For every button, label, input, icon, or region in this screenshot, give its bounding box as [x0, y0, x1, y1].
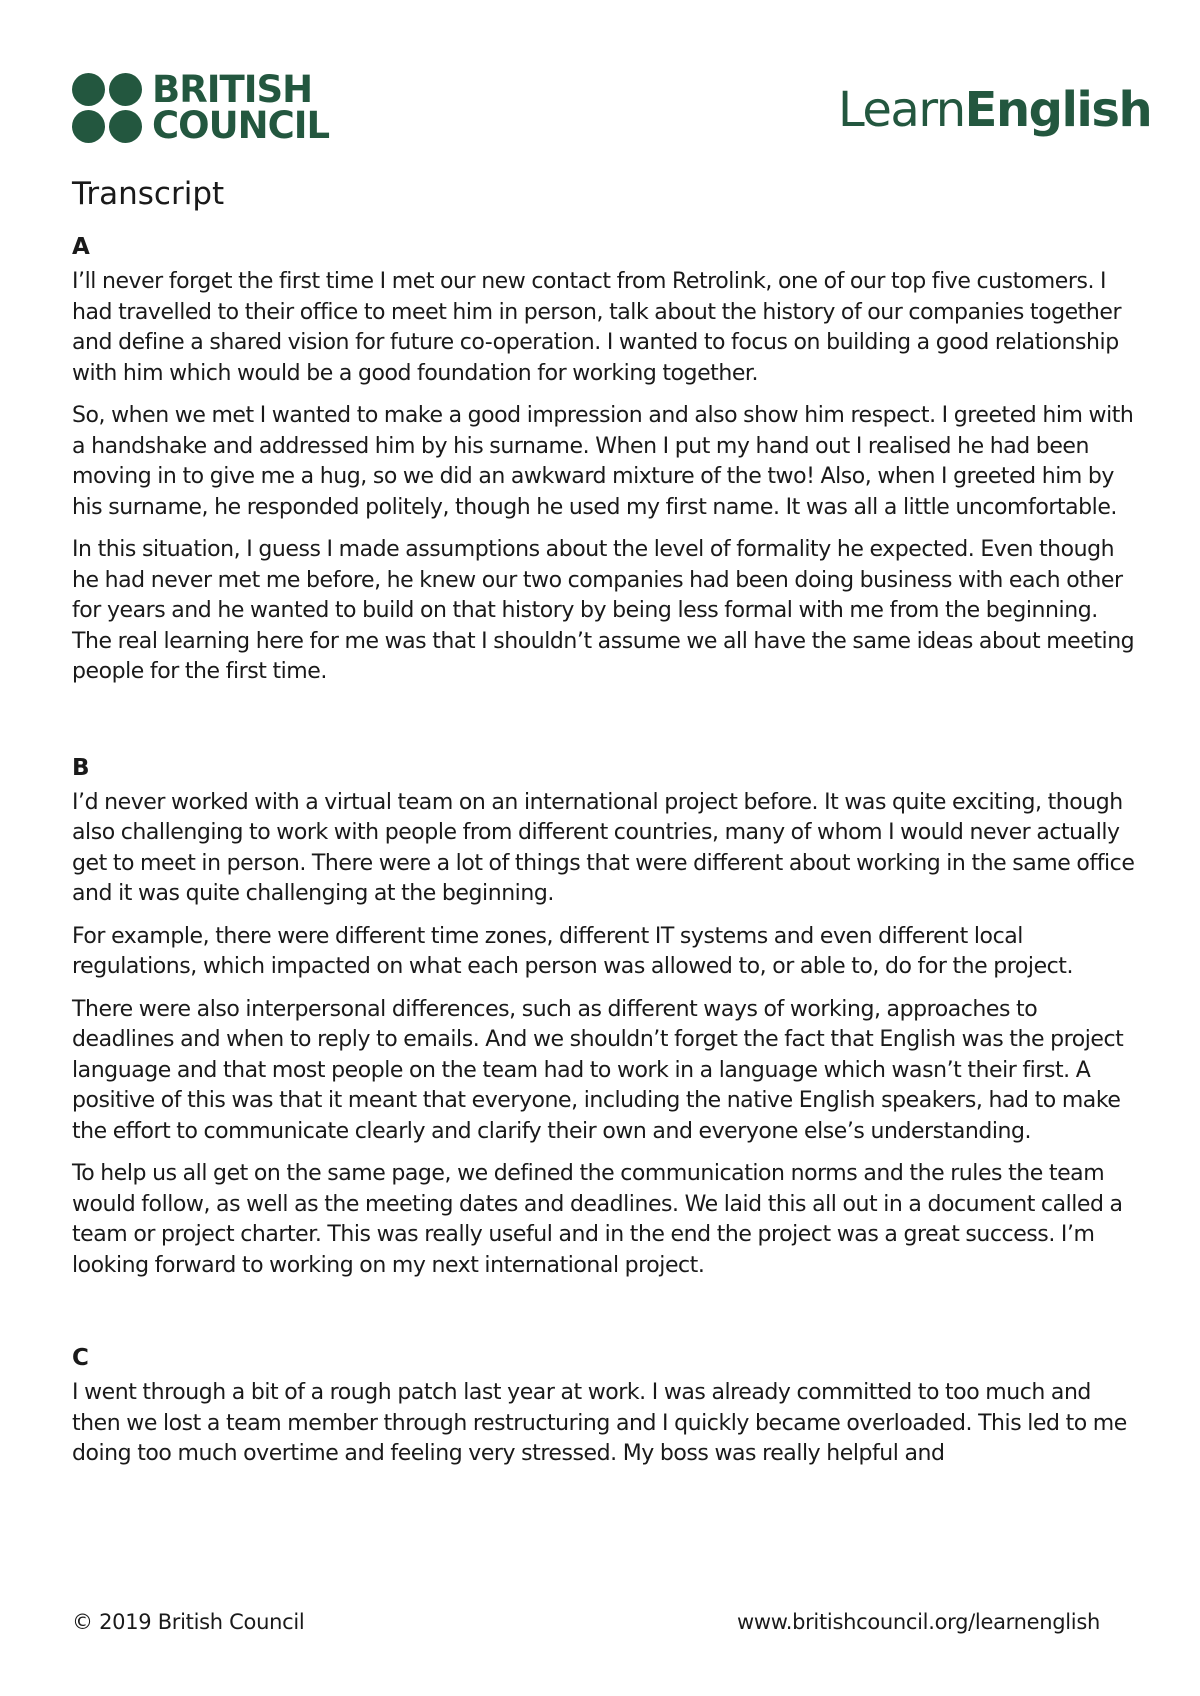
document-body — [72, 172, 1140, 1482]
section-letter: B — [72, 754, 90, 781]
paragraph: I went through a bit of a rough patch last year at work. I was already committed to too much and then we lost a team member through restructuring and I quickly became overloaded. This led to me doing too much overtime and feeling very stressed. My boss was really helpful and — [72, 1380, 1127, 1466]
paragraph: So, when we met I wanted to make a good impression and also show him respect. I greeted him with a handshake and addressed him by his surname. When I put my hand out I realised he had been moving in to give me a hug, so we did an awkward mixture of the two! Also, when I greeted him by his surname, he responded politely, though he used my first name. It was all a little uncomfortable. — [72, 403, 1134, 520]
logo-line-2: COUNCIL — [152, 104, 330, 147]
footer-copyright: © 2019 British Council — [72, 1610, 305, 1634]
paragraph: There were also interpersonal differences, such as different ways of working, approaches to deadlines and when to reply to emails. And we shouldn’t forget the fact that English was the project language and that most people on the team had to work in a language which wasn’t their first. A positive of this was that it meant that everyone, including the native English speakers, had to make the effort to communicate clearly and clarify their own and everyone else’s understanding. — [72, 996, 1124, 1144]
section-letter: A — [72, 234, 90, 260]
document-title: Transcript — [72, 176, 225, 212]
paragraph: To help us all get on the same page, we defined the communication norms and the rules the team would follow, as well as the meeting dates and deadlines. We laid this all out in a document called a team or project charter. This was really useful and in the end the project was a great success. I’m looking forward to working on my next international project. — [72, 1161, 1123, 1278]
british-council-logo — [72, 68, 330, 147]
logo-line-1: BRITISH — [152, 68, 313, 111]
section-a — [72, 232, 1140, 688]
section-letter: C — [72, 1345, 89, 1371]
british-council-dots-icon — [72, 73, 142, 143]
footer-url[interactable]: www.britishcouncil.org/learnenglish — [737, 1610, 1100, 1634]
paragraph: For example, there were different time zones, different IT systems and even different local regulations, which impacted on what each person was allowed to, or able to, do for the project. — [72, 923, 1074, 979]
learnenglish-logo: LearnEnglish — [838, 82, 1152, 138]
paragraph: I’ll never forget the first time I met our new contact from Retrolink, one of our top five customers. I had travelled to their office to meet him in person, talk about the history of our companies together and define a shared vision for future co-operation. I wanted to focus on building a good relationship with him which would be a good foundation for working together. — [72, 269, 1122, 386]
section-c — [72, 1343, 1140, 1470]
paragraph: I’d never worked with a virtual team on an international project before. It was quite exciting, though also challenging to work with people from different countries, many of whom I would never actually get to meet in person. There were a lot of things that were different about working in the same office and it was quite challenging at the beginning. — [72, 789, 1135, 906]
section-b — [72, 753, 1140, 1282]
paragraph: In this situation, I guess I made assumptions about the level of formality he expected. Even though he had never met me before, he knew our two companies had been doing business with each other for years and he wanted to build on that history by being less formal with me from the beginning. The real learning here for me was that I shouldn’t assume we all have the same ideas about meeting people for the first time. — [72, 537, 1135, 684]
